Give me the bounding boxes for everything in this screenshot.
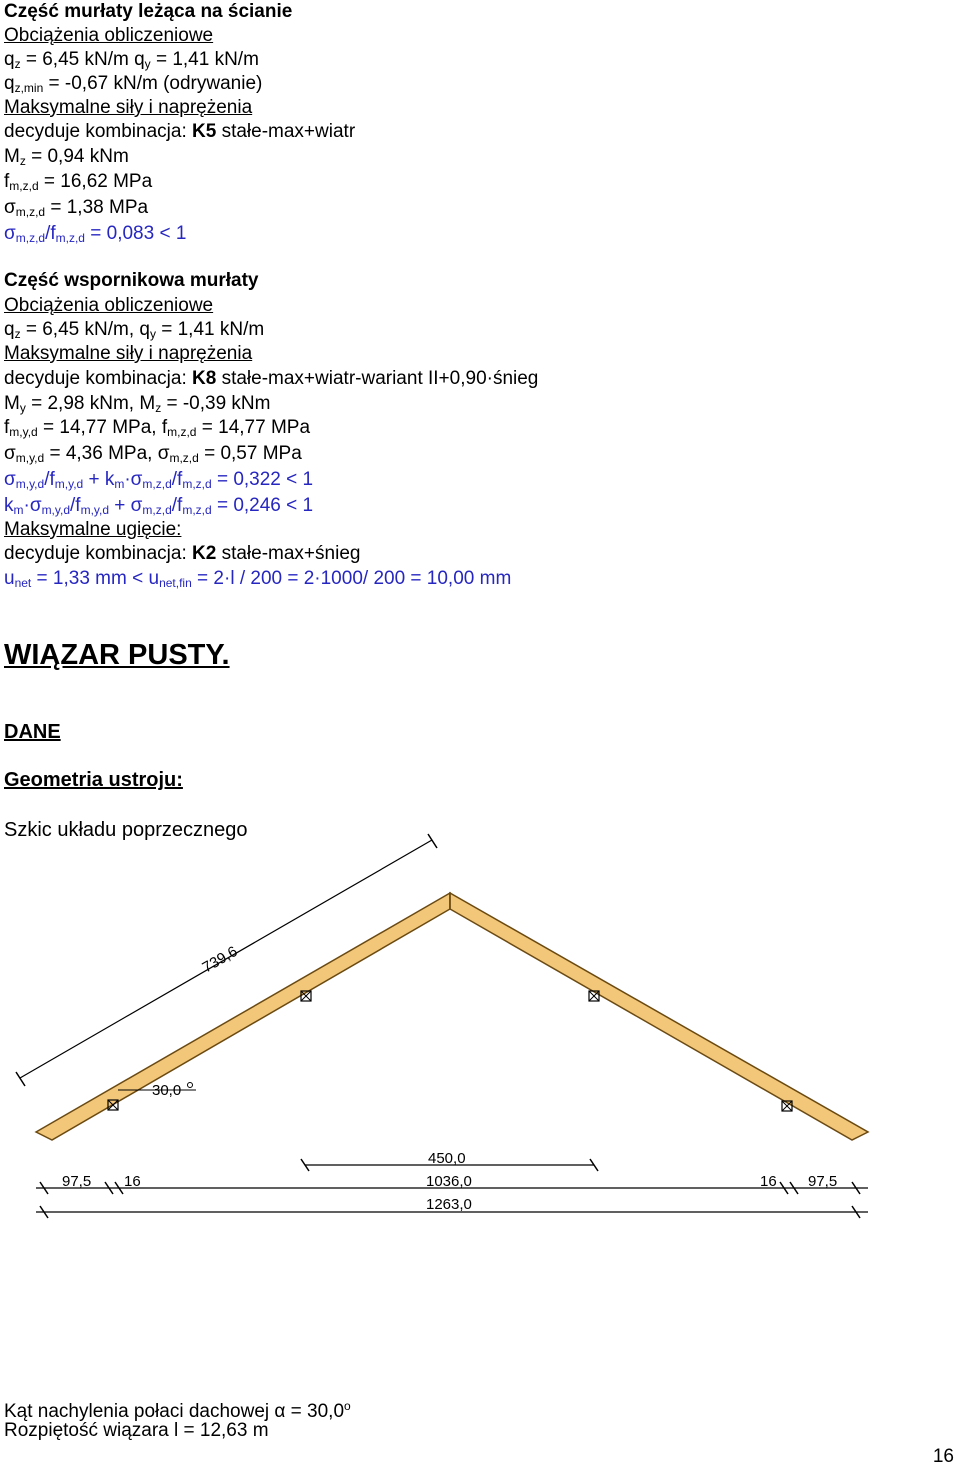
truss-span-line: Rozpiętość wiązara l = 12,63 m [4, 1420, 269, 1441]
page-number: 16 [932, 1446, 954, 1467]
dim-label-1036: 1036,0 [426, 1173, 472, 1190]
strength-value: $f_{m,z,d} = 16,62$ MPa [4, 171, 153, 193]
load-min-value: $q_{z,min} = -0,67$ kN/m (odrywanie) [4, 73, 263, 95]
moment-values: $M_y = 2,98$ kNm, $M_z = -0,39$ kNm [4, 393, 271, 415]
degree-symbol [188, 1083, 193, 1088]
section-title-wall-plate: Część murłaty leżąca na ścianie [4, 1, 293, 22]
loads-heading: Obciążenia obliczeniowe [4, 25, 214, 46]
load-values: $q_z = 6,45$ kN/m, $q_y = 1,41$ kN/m [4, 319, 265, 341]
dim-label-1263: 1263,0 [426, 1196, 472, 1213]
left-rafter [36, 893, 450, 1140]
dim-label-16-left: 16 [124, 1173, 141, 1190]
dim-label-975-right: 97,5 [808, 1173, 838, 1190]
truss-title: WIĄZAR PUSTY. [4, 639, 230, 671]
angle-label: 30,0 [152, 1082, 182, 1099]
dim-label-450: 450,0 [428, 1150, 466, 1167]
moment-value: $M_z = 0,94$ kNm [4, 146, 129, 168]
forces-heading: Maksymalne siły i naprężenia [4, 343, 253, 364]
sketch-caption: Szkic układu poprzecznego [4, 819, 248, 841]
utilisation-check-1: $\sigma_{m,y,d}/f_{m,y,d} + k_m\cdot\sigma_{m,z,d}/f_{m,z,d} = 0,322 < 1$ [4, 469, 314, 491]
load-values: $q_z = 6,45$ kN/m $q_y = 1,41$ kN/m [4, 49, 259, 71]
right-rafter [450, 893, 868, 1140]
stress-values: $\sigma_{m,y,d} = 4,36$ MPa, $\sigma_{m,z,d} = 0,57$ MPa [4, 443, 302, 465]
data-heading: DANE [4, 721, 61, 743]
deflection-heading: Maksymalne ugięcie: [4, 519, 182, 540]
forces-heading: Maksymalne siły i naprężenia [4, 97, 253, 118]
strength-values: $f_{m,y,d} = 14,77$ MPa, $f_{m,z,d} = 14,77$ MPa [4, 417, 311, 439]
roof-angle-line: Kąt nachylenia połaci dachowej $\alpha = 30,0^o$ [4, 1399, 351, 1422]
dim-label-16-right: 16 [760, 1173, 777, 1190]
combination-line: decyduje kombinacja: K8 stałe-max+wiatr-wariant II+0,90·śnieg [4, 368, 539, 389]
deflection-check: $u_{net} = 1,33$ mm < $u_{net,fin} = 2\cdot l / 200 = 2\cdot 1000/$ 200 = 10,00 mm [4, 568, 512, 590]
geometry-heading: Geometria ustroju: [4, 769, 183, 791]
combination-line: decyduje kombinacja: K5 stałe-max+wiatr [4, 121, 356, 142]
stress-value: $\sigma_{m,z,d} = 1,38$ MPa [4, 197, 149, 219]
section-title-cantilever: Część wspornikowa murłaty [4, 270, 259, 291]
dim-label-975-left: 97,5 [62, 1173, 92, 1190]
utilisation-check: $\sigma_{m,z,d}/f_{m,z,d} = 0,083 < 1$ [4, 223, 187, 245]
truss-sketch [0, 820, 960, 1240]
utilisation-check-2: $k_m\cdot\sigma_{m,y,d}/f_{m,y,d} + \sigma_{m,z,d}/f_{m,z,d} = 0,246 < 1$ [4, 495, 314, 517]
loads-heading: Obciążenia obliczeniowe [4, 295, 214, 316]
rafter-dimension-tick [16, 1072, 25, 1086]
rafter-length-label: 739,6 [199, 942, 241, 977]
combination-line: decyduje kombinacja: K2 stałe-max+śnieg [4, 543, 361, 564]
